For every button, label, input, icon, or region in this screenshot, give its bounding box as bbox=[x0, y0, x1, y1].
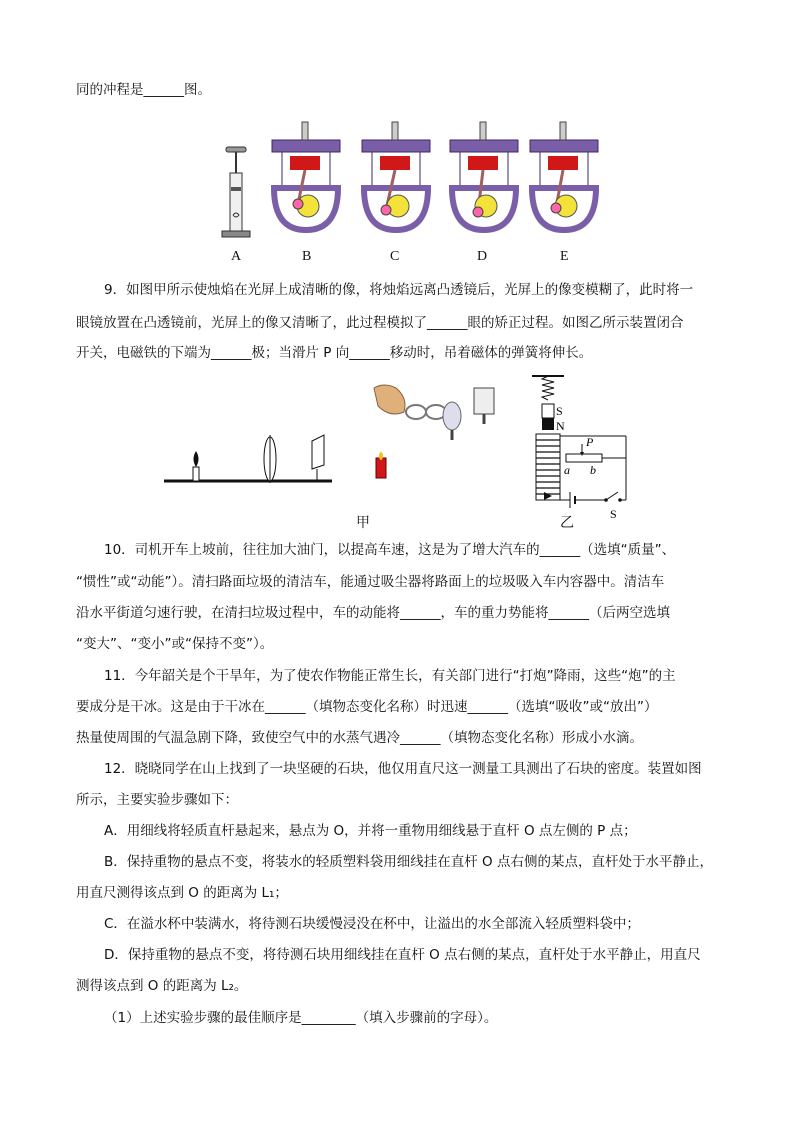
q12-line-2: 所示，主要实验步骤如下： bbox=[76, 792, 238, 808]
engine-label-d: D bbox=[477, 249, 488, 264]
engine-label-e: E bbox=[560, 249, 569, 264]
label-switch-s: S bbox=[610, 507, 617, 521]
q10-line-3: 沿水平街道匀速行驶，在清扫垃圾过程中，车的动能将______，车的重力势能将______（后两空选填 bbox=[76, 605, 670, 621]
lens-photo-diagram bbox=[372, 378, 500, 484]
q12-step-b-line-2: 用直尺测得该点到 O 的距离为 L₁； bbox=[76, 885, 288, 901]
q10-line-4: “变大”、“变小”或“保持不变”）。 bbox=[76, 636, 274, 652]
engine-diagram-b bbox=[268, 118, 344, 234]
label-a: a bbox=[564, 463, 570, 477]
engine-label-b: B bbox=[302, 249, 312, 264]
engine-diagram-e bbox=[526, 118, 602, 234]
engine-diagram-c bbox=[358, 118, 434, 234]
label-n-magnet: N bbox=[556, 419, 565, 433]
q11-line-2: 要成分是干冰。这是由于干冰在______（填物态变化名称）时迅速______（选填“吸收”或“放出”） bbox=[76, 699, 658, 715]
optical-bench-diagram bbox=[162, 425, 334, 485]
figure-jia-label: 甲 bbox=[356, 516, 370, 531]
q12-line-1: 12．晓晓同学在山上找到了一块坚硬的石块，他仅用直尺这一测量工具测出了石块的密度。装置如图 bbox=[104, 761, 702, 777]
electromagnet-circuit-diagram bbox=[510, 372, 650, 528]
engine-diagram-d bbox=[446, 118, 522, 234]
engine-label-a: A bbox=[231, 249, 242, 264]
q9-line-3: 开关，电磁铁的下端为______极；当滑片 P 向______移动时，吊着磁体的弹簧将伸长。 bbox=[76, 345, 593, 361]
q11-line-1: 11．今年韶关是个干旱年，为了使农作物能正常生长，有关部门进行“打炮”降雨，这些“炮”的主 bbox=[104, 668, 676, 684]
q9-line-2: 眼镜放置在凸透镜前，光屏上的像又清晰了，此过程模拟了______眼的矫正过程。如图乙所示装置闭合 bbox=[76, 315, 684, 331]
q11-line-3: 热量使周围的气温急剧下降，致使空气中的水蒸气遇冷______（填物态变化名称）形成小水滴。 bbox=[76, 730, 643, 746]
label-b: b bbox=[590, 463, 596, 477]
q12-step-b-line-1: B．保持重物的悬点不变，将装水的轻质塑料袋用细线挂在直杆 O 点右侧的某点，直杆处于水平静止， bbox=[104, 854, 713, 870]
q12-step-c: C．在溢水杯中装满水，将待测石块缓慢浸没在杯中，让溢出的水全部流入轻质塑料袋中； bbox=[104, 916, 640, 932]
q12-step-a: A．用细线将轻质直杆悬起来，悬点为 O，并将一重物用细线悬于直杆 O 点左侧的 P 点； bbox=[104, 823, 637, 839]
q12-step-d-line-1: D．保持重物的悬点不变，将待测石块用细线挂在直杆 O 点右侧的某点，直杆处于水平静止，用直尺 bbox=[104, 947, 701, 963]
q8-tail: 同的冲程是______图。 bbox=[76, 82, 211, 98]
engine-label-c: C bbox=[390, 249, 400, 264]
q12-sub-1: （1）上述实验步骤的最佳顺序是________（填入步骤前的字母）。 bbox=[104, 1010, 498, 1026]
q10-line-1: 10．司机开车上坡前，往往加大油门，以提高车速，这是为了增大汽车的______（选填“质量”、 bbox=[104, 542, 676, 558]
q12-step-d-line-2: 测得该点到 O 的距离为 L₂。 bbox=[76, 978, 248, 994]
label-p-slider: P bbox=[586, 435, 594, 449]
fire-syringe-diagram bbox=[218, 145, 258, 245]
q9-line-1: 9．如图甲所示使烛焰在光屏上成清晰的像，将烛焰远离凸透镜后，光屏上的像变模糊了，此时将一 bbox=[104, 282, 694, 298]
label-s-magnet: S bbox=[556, 404, 563, 418]
q10-line-2: “惯性”或“动能”）。清扫路面垃圾的清洁车，能通过吸尘器将路面上的垃圾吸入车内容器中。清洁车 bbox=[76, 574, 665, 590]
figure-yi-label: 乙 bbox=[560, 516, 574, 531]
